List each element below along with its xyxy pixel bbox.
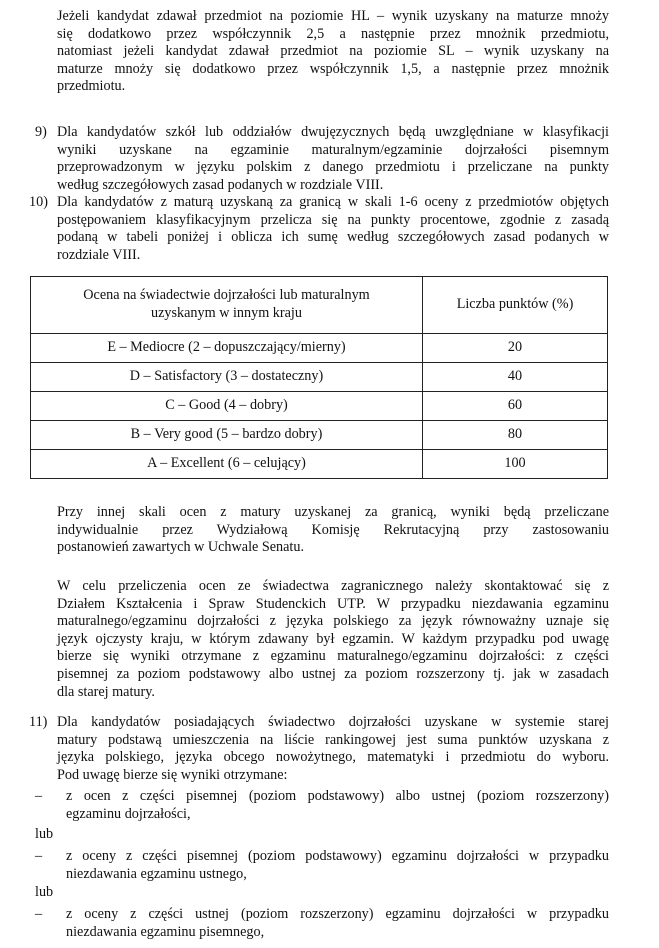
header-grade-line: Ocena na świadectwie dojrzałości lub maturalnym (83, 287, 370, 304)
text-line: natomiast jeżeli kandydat zdawał przedmiot na poziomie SL – wynik uzyskany na (57, 43, 609, 60)
text-line: Dla kandydatów z maturą uzyskaną za granicą w skali 1-6 oceny z przedmiotów objętych (57, 194, 609, 210)
text-line: indywidualnie przez Wydziałową Komisję Rekrutacyjną przy zastosowaniu (57, 521, 609, 538)
text-line: postanowień zawartych w Uchwale Senatu. (57, 539, 305, 556)
text-line: maturze mnoży się dodatkowo przez współczynnik 1,5, a następnie przez mnożnik (57, 60, 609, 77)
text-line: W celu przeliczenia ocen ze świadectwa zagranicznego należy skontaktować się z (57, 578, 609, 594)
option-3 (66, 906, 609, 941)
text-line: języka polskiego, języka obcego nowożytnego, matematyki i przedmiotu do wyboru. (57, 749, 609, 766)
dash-bullet: – (35, 906, 43, 922)
text-line: Jeżeli kandydat zdawał przedmiot na poziomie HL – wynik uzyskany na maturze mnoży (57, 8, 609, 24)
table-row (31, 392, 608, 421)
grade-cell: C – Good (4 – dobry) (31, 392, 423, 421)
item-11-number: 11) (29, 714, 48, 730)
other-scale-paragraph (57, 504, 609, 557)
header-grade-line: uzyskanym w innym kraju (151, 305, 302, 321)
item-9-text (57, 124, 609, 194)
text-line: Pod uwagę bierze się wyniki otrzymane: (57, 766, 288, 783)
text-line: postępowaniem klasyfikacyjnym przelicza się na punkty procentowe, zgodnie z zasadą (57, 211, 609, 228)
item-10-number: 10) (29, 194, 48, 210)
header-grade (31, 277, 423, 334)
grade-cell: A – Excellent (6 – celujący) (31, 450, 423, 479)
text-line: z oceny z części pisemnej (poziom podstawowy) egzaminu dojrzałości w przypadku (66, 848, 609, 864)
text-line: matury podstawą umieszczenia na liście rankingowej jest suma punktów uzyskana z (57, 731, 609, 748)
table-row (31, 421, 608, 450)
text-line: przeprowadzonym w języku polskim z danego przedmiotu i przeliczane na punkty (57, 159, 609, 176)
table-row (31, 363, 608, 392)
text-line: rozdziale VIII. (57, 246, 141, 263)
text-line: według szczegółowych zasad podanych w rozdziale VIII. (57, 176, 384, 193)
dash-bullet: – (35, 788, 43, 804)
item-11-text (57, 714, 609, 784)
text-line: maturalnego/egzaminu dojrzałości z języka polskiego za język równoważny uznaje się (57, 613, 609, 630)
text-line: język ojczysty kraju, w którym zdawany był egzamin. W każdym przypadku pod uwagę (57, 630, 609, 647)
points-cell: 20 (423, 334, 608, 363)
header-points: Liczba punktów (%) (423, 277, 608, 334)
item-9-number: 9) (35, 124, 47, 140)
text-line: niezdawania egzaminu ustnego, (66, 865, 247, 882)
dash-bullet: – (35, 848, 43, 864)
text-line: dla starej matury. (57, 683, 155, 700)
text-line: Działem Kształcenia i Spraw Studenckich UTP. W przypadku niezdawania egzaminu (57, 595, 609, 612)
table-row (31, 450, 608, 479)
text-line: niezdawania egzaminu pisemnego, (66, 923, 265, 940)
grade-cell: D – Satisfactory (3 – dostateczny) (31, 363, 423, 392)
item-10-text (57, 194, 609, 264)
text-line: z ocen z części pisemnej (poziom podstawowy) albo ustnej (poziom rozszerzony) (66, 788, 609, 804)
grade-cell: B – Very good (5 – bardzo dobry) (31, 421, 423, 450)
or-connector: lub (35, 884, 54, 900)
points-cell: 80 (423, 421, 608, 450)
option-2 (66, 848, 609, 883)
points-cell: 100 (423, 450, 608, 479)
text-line: z oceny z części ustnej (poziom rozszerzony) egzaminu dojrzałości w przypadku (66, 906, 609, 922)
table-header-row (31, 277, 608, 334)
text-line: przedmiotu. (57, 78, 126, 95)
table-row (31, 334, 608, 363)
text-line: pisemnej za poziom podstawowy albo ustnej za poziom rozszerzony tj. jak w zasadach (57, 665, 609, 682)
conversion-paragraph (57, 578, 609, 701)
text-line: podaną w tabeli poniżej i oblicza ich sumę według szczegółowych zasad podanych w (57, 229, 609, 246)
grade-conversion-table (30, 276, 608, 479)
text-line: bierze się wyniki otrzymane z egzaminu maturalnego/egzaminu dojrzałości: z części (57, 648, 609, 665)
grade-cell: E – Mediocre (2 – dopuszczający/mierny) (31, 334, 423, 363)
hl-sl-paragraph (57, 8, 609, 96)
points-cell: 60 (423, 392, 608, 421)
text-line: Dla kandydatów szkół lub oddziałów dwujęzycznych będą uwzględniane w klasyfikacji (57, 124, 609, 140)
text-line: wyniki uzyskane na egzaminie maturalnym/egzaminie dojrzałości pisemnym (57, 141, 609, 158)
text-line: Dla kandydatów posiadających świadectwo dojrzałości uzyskane w systemie starej (57, 714, 609, 730)
text-line: się dodatkowo przez współczynnik 2,5 a następnie przez mnożnik przedmiotu, (57, 25, 609, 42)
option-1 (66, 788, 609, 823)
text-line: egzaminu dojrzałości, (66, 805, 191, 822)
or-connector: lub (35, 826, 54, 842)
text-line: Przy innej skali ocen z matury uzyskanej za granicą, wyniki będą przeliczane (57, 504, 609, 520)
points-cell: 40 (423, 363, 608, 392)
